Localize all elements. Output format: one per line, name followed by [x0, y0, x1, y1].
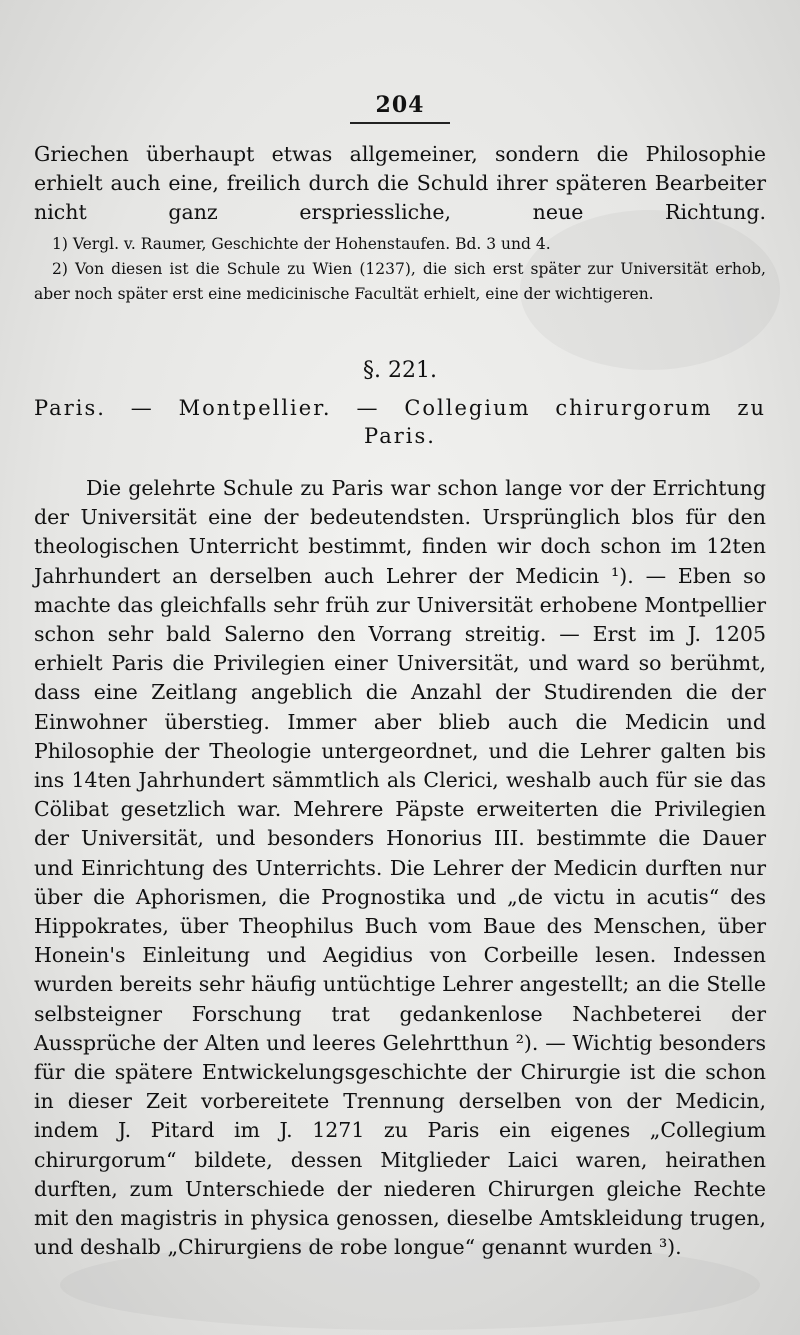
footnote-2: 2) Von diesen ist die Schule zu Wien (1237), die sich erst später zur Universität erhob, aber noch später erst eine medicinische Facultät erhielt, eine der wichtigeren.	[34, 260, 766, 303]
intro-paragraph: Griechen überhaupt etwas allgemeiner, sondern die Philosophie erhielt auch eine, freilich durch die Schuld ihrer späteren Bearbeiter nicht ganz erspriessliche, neue Richtung.	[34, 142, 766, 224]
page-number-rule	[350, 122, 450, 124]
footnote-1: 1) Vergl. v. Raumer, Geschichte der Hohenstaufen. Bd. 3 und 4.	[52, 235, 551, 253]
section-title-line-2: Paris.	[364, 424, 436, 448]
section-title-line-1: Paris. — Montpellier. — Collegium chirurgorum zu	[34, 396, 766, 420]
section-number: §. 221.	[363, 358, 437, 383]
section-title	[34, 394, 766, 450]
footnotes	[34, 232, 766, 307]
page-number: 204	[375, 92, 425, 118]
main-paragraph: Die gelehrte Schule zu Paris war schon lange vor der Errichtung der Universität eine der bedeutendsten. Ursprünglich blos für den theologischen Unterricht bestimmt, finden wir doch schon im 12ten Jahrhundert an derselben auch Lehrer der Medicin ¹). — Eben so machte das gleichfalls sehr früh zur Universität erhobene Montpellier schon sehr bald Salerno den Vorrang streitig. — Erst im J. 1205 erhielt Paris die Privilegien einer Universität, und ward so berühmt, dass eine Zeitlang angeblich die Anzahl der Studirenden die der Einwohner überstieg. Immer aber blieb auch die Medicin und Philosophie der Theologie untergeordnet, und die Lehrer galten bis ins 14ten Jahrhundert sämmtlich als Clerici, weshalb auch für sie das Cölibat gesetzlich war. Mehrere Päpste erweiterten die Privilegien der Universität, und besonders Honorius III. bestimmte die Dauer und Einrichtung des Unterrichts. Die Lehrer der Medicin durften nur über die Aphorismen, die Prognostika und „de victu in acutis“ des Hippokrates, über Theophilus Buch vom Baue des Menschen, über Honein's Einleitung und Aegidius von Corbeille lesen. Indessen wurden bereits sehr häufig untüchtige Lehrer angestellt; an die Stelle selbsteigner Forschung trat gedankenlose Nachbeterei der Aussprüche der Alten und leeres Gelehrtthun ²). — Wichtig besonders für die spätere Entwickelungsgeschichte der Chirurgie ist die schon in dieser Zeit vorbereitete Trennung derselben von der Medicin, indem J. Pitard im J. 1271 zu Paris ein eigenes „Collegium chirurgorum“ bildete, dessen Mitglieder Laici waren, heirathen durften, zum Unterschiede der niederen Chirurgen gleiche Rechte mit den magistris in physica genossen, dieselbe Amtskleidung trugen, und deshalb „Chirurgiens de robe longue“ genannt wurden ³).	[34, 476, 766, 1260]
